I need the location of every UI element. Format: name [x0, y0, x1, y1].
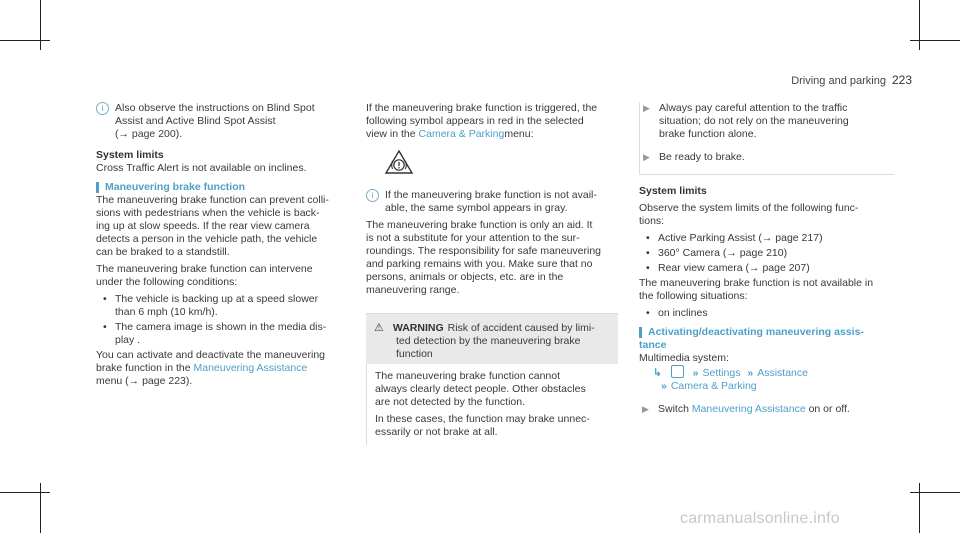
text-line: The maneuvering brake function is only an aid. It	[366, 219, 593, 231]
crop-mark	[40, 0, 41, 50]
text-line: function	[396, 348, 433, 360]
text-line: In these cases, the function may brake unnec-	[375, 413, 590, 425]
settings-link[interactable]: Settings	[702, 367, 741, 379]
note-line: Also observe the instructions on Blind Spot	[115, 102, 315, 114]
text-line: tance	[639, 339, 667, 351]
text-line: essarily or not brake at all.	[375, 426, 498, 438]
maneuvering-assistance-link[interactable]: Maneuvering Assistance	[691, 403, 806, 415]
watermark: carmanualsonline.info	[680, 510, 840, 527]
system-limits-text: Cross Traffic Alert is not available on inclines.	[96, 162, 307, 174]
crop-mark	[910, 492, 960, 493]
page-header	[791, 74, 912, 88]
text-line: play .	[115, 334, 141, 346]
text-line: situation; do not rely on the maneuvering	[659, 115, 849, 127]
paragraph	[639, 277, 894, 303]
menu-path	[639, 365, 894, 380]
note	[96, 102, 351, 141]
text-line: than 6 mph (10 km/h).	[115, 306, 218, 318]
crop-mark	[0, 492, 50, 493]
text-line: The maneuvering brake function can prevent colli-	[96, 194, 329, 206]
text-line: The maneuvering brake function can intervene	[96, 263, 313, 275]
header-section: Driving and parking	[791, 75, 886, 87]
text-line: are not detected by the function.	[375, 396, 526, 408]
note	[366, 189, 618, 215]
text-line: Activating/deactivating maneuvering assis-	[648, 326, 864, 338]
paragraph	[375, 413, 610, 439]
step-item	[639, 403, 894, 416]
text-line: can be braked to a standstill.	[96, 246, 230, 258]
text-line	[658, 403, 894, 416]
text-line: • The camera image is shown in the media dis-	[115, 321, 327, 333]
text-line: You can activate and deactivate the maneuvering	[96, 349, 326, 361]
text-span: Switch	[658, 403, 692, 415]
paragraph	[366, 102, 618, 141]
list-item	[96, 293, 351, 319]
text-span: Risk of accident caused by limi-	[447, 322, 595, 334]
chevron-icon: »	[661, 380, 667, 392]
text-line: sions with pedestrians when the vehicle is back-	[96, 207, 320, 219]
warning-triangle-icon: ⚠	[374, 322, 384, 334]
text-line: and parking remains with you. Make sure that no	[366, 258, 593, 270]
divider	[639, 174, 894, 185]
text-line: the following situations:	[639, 290, 748, 302]
multimedia-label: Multimedia system:	[639, 352, 729, 364]
text-line: roundings. The responsibility for safe maneuvering	[366, 245, 602, 257]
page-number: 223	[891, 73, 912, 87]
note-line: (→ page 200).	[115, 128, 183, 140]
crop-mark	[910, 40, 960, 41]
text-line: detects a person in the vehicle path, the vehicle	[96, 233, 318, 245]
text-line	[366, 128, 618, 141]
menu-path	[639, 380, 894, 393]
condition-list	[96, 293, 351, 347]
maneuvering-assistance-link[interactable]: Maneuvering Assistance	[193, 362, 308, 374]
text-line: • The vehicle is backing up at a speed slower	[115, 293, 319, 305]
section-heading	[639, 326, 894, 352]
text-line: tions:	[639, 215, 665, 227]
list-item: • Active Parking Assist (→ page 217)	[639, 232, 894, 245]
list-item: • 360° Camera (→ page 210)	[639, 247, 894, 260]
list-item: • on inclines	[639, 307, 894, 320]
paragraph	[375, 370, 610, 409]
step-item	[640, 151, 894, 174]
step-box	[639, 102, 894, 174]
paragraph	[96, 349, 351, 388]
text-span: on or off.	[805, 403, 850, 415]
crop-mark	[919, 0, 920, 50]
info-icon: i	[96, 102, 109, 115]
crop-mark	[0, 40, 50, 41]
note-line: Assist and Active Blind Spot Assist	[115, 115, 276, 127]
camera-parking-link[interactable]: Camera & Parking	[418, 128, 505, 140]
text-line: If the maneuvering brake function is triggered, the	[366, 102, 598, 114]
chevron-icon: »	[692, 367, 699, 379]
chevron-icon: »	[747, 367, 754, 379]
text-line	[96, 362, 351, 375]
list-item	[96, 321, 351, 347]
crop-mark	[919, 483, 920, 533]
text-line: The maneuvering brake function is not available in	[639, 277, 874, 289]
column-right	[639, 102, 894, 416]
text-line: Observe the system limits of the following func-	[639, 202, 859, 214]
crop-mark	[40, 483, 41, 533]
text-line: menu (→ page 223).	[96, 375, 193, 387]
info-icon: i	[366, 189, 379, 202]
section-heading: Maneuvering brake function	[96, 181, 351, 194]
paragraph	[96, 263, 351, 289]
text-line: Be ready to brake.	[659, 151, 745, 163]
text-line: ted detection by the maneuvering brake	[396, 335, 581, 347]
paragraph	[96, 194, 351, 259]
text-line	[374, 322, 610, 335]
column-left	[96, 102, 351, 388]
text-line: following symbol appears in red in the selected	[366, 115, 584, 127]
text-line: always clearly detect people. Other obstacles	[375, 383, 586, 395]
home-icon[interactable]	[671, 365, 684, 378]
text-span: view in the	[366, 128, 419, 140]
step-arrow-icon: ▶	[643, 103, 650, 113]
text-line: is not a substitute for your attention to the sur-	[366, 232, 580, 244]
warning-label: WARNING	[392, 322, 444, 334]
note-line: able, the same symbol appears in gray.	[385, 202, 568, 214]
system-limits-heading: System limits	[639, 185, 707, 197]
text-line: maneuvering range.	[366, 284, 460, 296]
text-line: ing up at slow speeds. If the rear view camera	[96, 220, 310, 232]
situation-list	[639, 307, 894, 320]
warning-body	[366, 364, 618, 445]
step-arrow-icon: ▶	[643, 152, 650, 162]
system-limits-heading: System limits	[96, 149, 164, 161]
column-middle	[366, 102, 618, 445]
note-line: If the maneuvering brake function is not avail-	[385, 189, 597, 201]
camera-parking-link[interactable]: Camera & Parking	[670, 380, 757, 392]
function-list	[639, 232, 894, 275]
enter-arrow-icon: ↳	[653, 367, 662, 379]
list-item: • Rear view camera (→ page 207)	[639, 262, 894, 275]
paragraph	[639, 202, 894, 228]
text-span: menu:	[504, 128, 534, 140]
text-line: Always pay careful attention to the traffic	[659, 102, 848, 114]
warning-header	[366, 314, 618, 364]
text-span: brake function in the	[96, 362, 194, 374]
brake-warning-icon	[384, 149, 414, 175]
text-line: under the following conditions:	[96, 276, 238, 288]
assistance-link[interactable]: Assistance	[757, 367, 808, 379]
step-arrow-icon: ▶	[642, 404, 649, 414]
text-line: brake function alone.	[659, 128, 757, 140]
step-item	[640, 102, 894, 141]
text-line: The maneuvering brake function cannot	[375, 370, 561, 382]
warning-box	[366, 313, 618, 445]
paragraph	[366, 219, 618, 297]
text-line: persons, animals or objects, etc. are in the	[366, 271, 564, 283]
